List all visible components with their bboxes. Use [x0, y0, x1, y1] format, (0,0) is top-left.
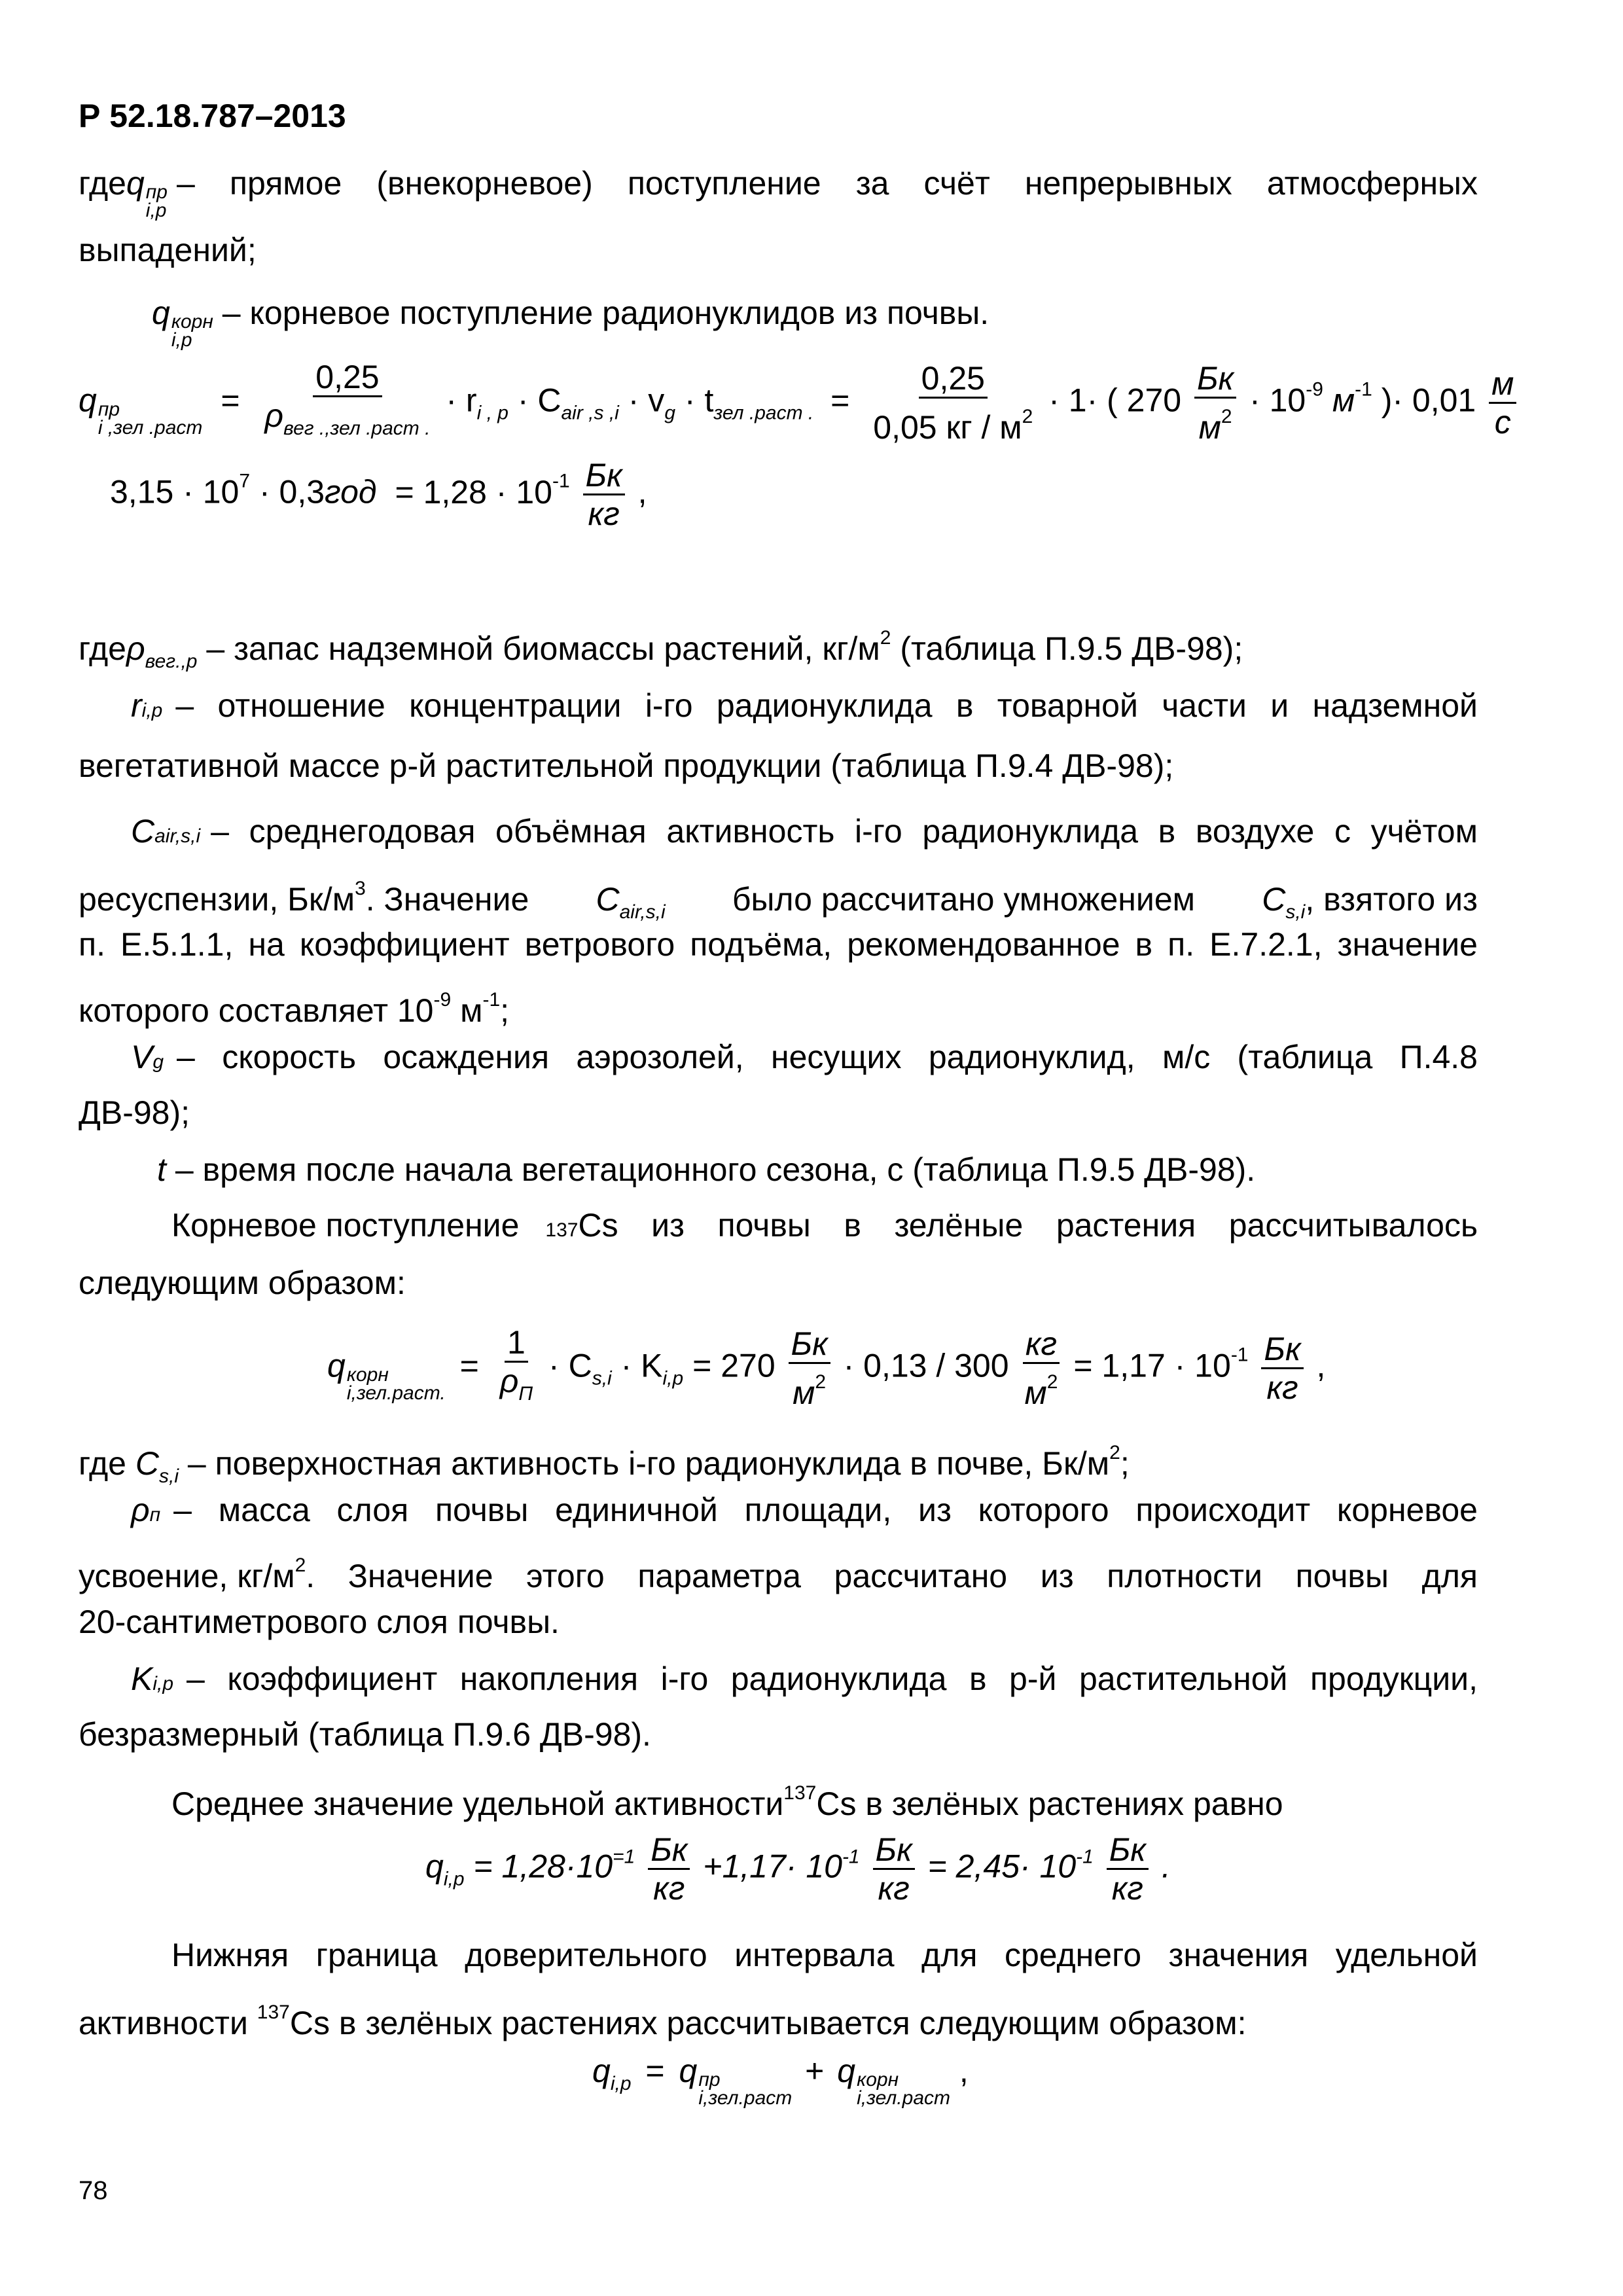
fraction-bq-per-kg-d: $\frac{Бк}{кг}$ — [873, 1833, 915, 1905]
paragraph-soil-mass-line2: усвоение, $кг/м^2$ . Значение этого параметра рассчитано из плотности почвы для — [79, 1554, 1478, 1594]
paragraph-root-intake-intro: Корневое поступление 137 Cs из почвы в зелёные растения рассчитывалось — [171, 1207, 1478, 1244]
fraction-kg-per-m2: $\frac{кг}{м^2}$ — [1022, 1327, 1060, 1410]
paragraph-continuation: выпадений; — [79, 232, 257, 268]
text-where: где — [79, 165, 126, 202]
paragraph-ratio: r i,p – отношение концентрации i-го радионуклида в товарной части и надземной — [131, 687, 1478, 724]
paragraph-soil-mass: ρ п – масса слоя почвы единичной площади, из которого происходит корневое — [131, 1492, 1478, 1528]
fraction-bq-per-kg-e: $\frac{Бк}{кг}$ — [1107, 1833, 1149, 1905]
paragraph-root-intake: q корн i,p – корневое поступление радионуклидов из почвы. — [152, 295, 990, 351]
paragraph-air-activity-line2: ресуспензии, $Бк/м^3$. Значение $C_{air,s,i}$ было рассчитано умножением $C_{s,i}$, взятого из — [79, 878, 1478, 923]
fraction-m-per-s: $\frac{м}{с}$ — [1489, 367, 1516, 439]
fraction-bq-per-kg-c: $\frac{Бк}{кг}$ — [648, 1833, 690, 1905]
fraction-1-over-rho: $\frac{1}{\rho_П}$ — [499, 1324, 533, 1405]
paragraph-mean-activity: Среднее значение удельной активности$^{137}$Cs в зелёных растениях равно — [171, 1782, 1283, 1822]
paragraph-lower-bound-line2: активности $^{137}$Cs в зелёных растениях рассчитывается следующим образом: — [79, 2001, 1247, 2041]
paragraph-direct-intake — [79, 164, 1478, 220]
paragraph-biomass: гдеρ$_{вег.,p}$ – запас надземной биомассы растений, $кг/м^2$ (таблица П.9.5 ДВ-98); — [79, 627, 1243, 672]
fraction-bq-per-m2: $\frac{Бк}{м^2}$ — [1194, 361, 1236, 444]
paragraph-lower-bound: Нижняя граница доверительного интервала для среднего значения удельной — [171, 1937, 1478, 1973]
definition-text: – прямое (внекорневое) поступление за счёт непрерывных атмосферных — [177, 165, 1478, 202]
page-number: 78 — [79, 2176, 108, 2205]
fraction-bq-per-kg: $\frac{Бк}{кг}$ — [583, 458, 625, 531]
paragraph-air-activity: C air,s,i – среднегодовая объёмная активность i-го радионуклида в воздухе с учётом — [131, 813, 1478, 850]
paragraph-accumulation: K i,p – коэффициент накопления i-го радионуклида в p-й растительной продукции, — [131, 1660, 1478, 1697]
paragraph-air-activity-line3: п. Е.5.1.1, на коэффициент ветрового подъёма, рекомендованное в п. Е.7.2.1, значение — [79, 926, 1478, 963]
paragraph-soil-mass-line3: 20-сантиметрового слоя почвы. — [79, 1604, 560, 1640]
fraction-0-25-over-rho: $\frac{0,25}{\rho_{вег .,зел .раст .}}$ — [264, 359, 431, 439]
equation-direct-intake-line2: $3,15 \cdot 10^7 \cdot 0,3год = 1,28 \cdot 10^{-1}$ $\frac{Бк}{кг}$ , — [110, 457, 647, 532]
paragraph-accumulation-line2: безразмерный (таблица П.9.6 ДВ-98). — [79, 1716, 651, 1753]
fraction-0-25-over-0-05: $\frac{0,25}{0,05 кг / м^2}$ — [873, 360, 1033, 446]
fraction-bq-per-m2-b: $\frac{Бк}{м^2}$ — [789, 1327, 830, 1410]
symbol-q-direct: q пр i,p — [126, 165, 168, 221]
paragraph-deposition-line2: ДВ-98); — [79, 1094, 190, 1131]
equation-direct-intake: q пр i ,зел .раст = $\frac{0,25}{\rho_{вег .,зел .раст .}}$ · $r_{i , p} \cdot C_{air ,s ,i} \cdot v_g \cdot t_{зел .раст .}$ = $\frac{0,25}{0,05 кг / м^2}$ · 1· ( 270 $\frac{Бк}{м^2}$ · $10^{-9}$ $м^{-1}$ )· 0,01 $\frac{м}{с}$ — [79, 360, 1520, 446]
paragraph-time: t – время после начала вегетационного сезона, с (таблица П.9.5 ДВ-98). — [157, 1151, 1256, 1188]
symbol-q-root: q — [152, 295, 170, 331]
paragraph-surface-activity: где $C_{s,i}$ – поверхностная активность i-го радионуклида в почве, $Бк/м^2$; — [79, 1442, 1130, 1487]
equation-mean-activity: $q_{i,p} = 1,28\cdot 10^{=1}$ $\frac{Бк}{кг}$ $+1,17\cdot 10^{-1}$ $\frac{Бк}{кг}$ = $2,45\cdot 10^{-1}$ $\frac{Бк}{кг}$ . — [425, 1831, 1171, 1907]
paragraph-ratio-line2: вегетативной массе p-й растительной продукции (таблица П.9.4 ДВ-98); — [79, 747, 1174, 784]
document-code: Р 52.18.787–2013 — [79, 98, 346, 134]
paragraph-root-intake-intro-line2: следующим образом: — [79, 1265, 406, 1301]
paragraph-air-activity-line4: которого составляет $10^{-9}$ $м^{-1}$; — [79, 989, 510, 1029]
equation-lower-bound: $q_{i,p} = q$ пр i,зел.раст + q корн i,зел.раст , — [592, 2053, 969, 2109]
fraction-bq-per-kg-b: $\frac{Бк}{кг}$ — [1261, 1332, 1303, 1405]
paragraph-deposition: V g – скорость осаждения аэрозолей, несущих радионуклид, м/с (таблица П.4.8 — [131, 1039, 1478, 1075]
equation-root-intake: q корн i,зел.раст. = $\frac{1}{\rho_П}$ · $C_{s,i} \cdot K_{i,p} = 270$ $\frac{Бк}{м^2}$ · 0,13 / 300 $\frac{кг}{м^2}$ = $1,17 \cdot 10^{-1}$ $\frac{Бк}{кг}$ , — [327, 1324, 1326, 1411]
